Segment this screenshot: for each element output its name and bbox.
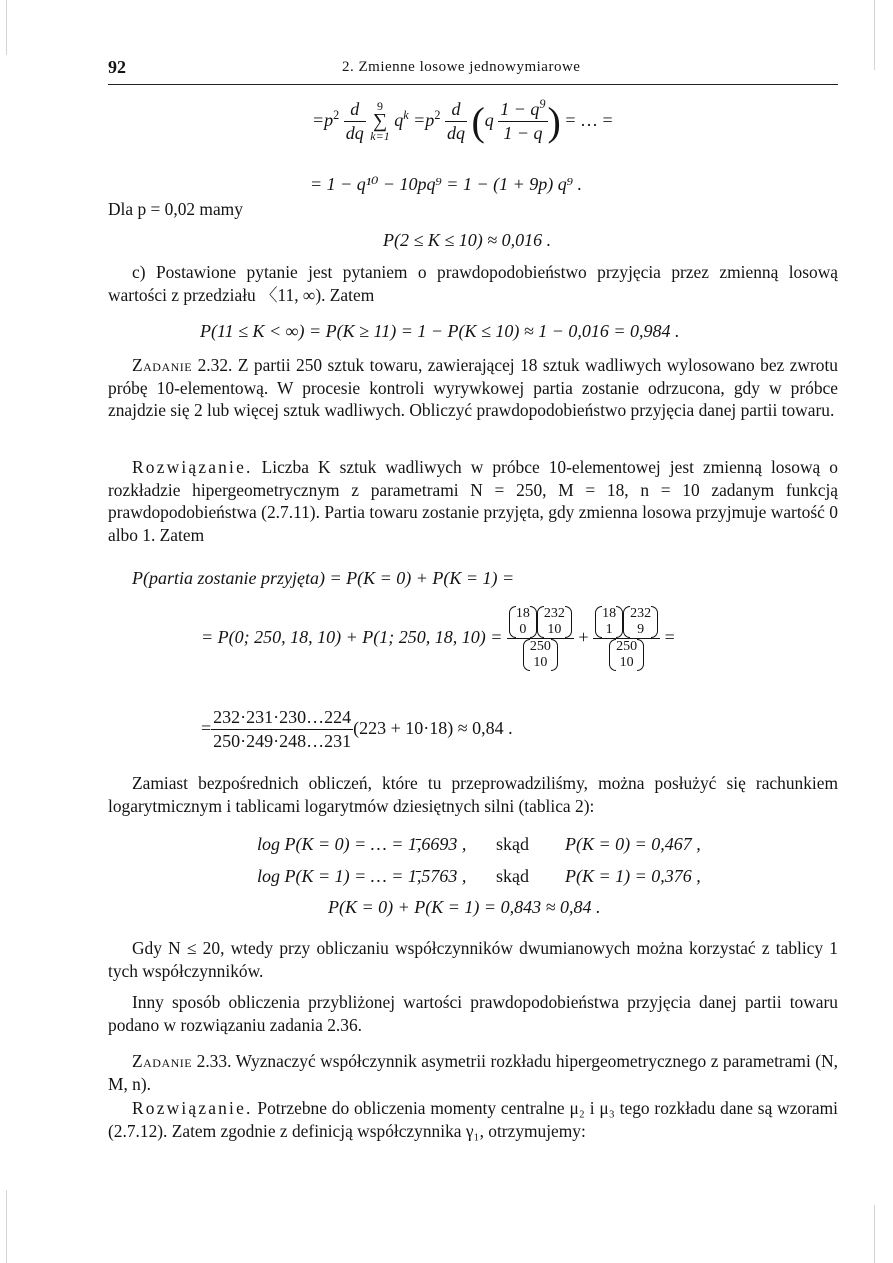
solution-text: Potrzebne do obliczenia momenty centralne μ₂ i μ₃ tego rozkładu dane są wzorami (2.7.12). Zatem zgodnie z definicją współczynnika γ₁, otrzymujemy: [108, 1098, 838, 1141]
solution-label: Rozwiązanie. [132, 457, 253, 477]
equation-product: = $\frac{232\cdot 231\cdot 230\dots 224}{250\cdot 249\cdot 248\dots 231}$ (223 + 10·18) ≈ 0,84 . [201, 706, 513, 754]
scan-edge-left [6, 1190, 7, 1263]
solution-2-33 [108, 1097, 838, 1142]
equation-hypergeometric: = P(0; 250, 18, 10) + P(1; 250, 18, 10) = 18 0 232 10 250 10 + 18 1 232 9 250 10 = [201, 606, 675, 671]
task-text: Z partii 250 sztuk towaru, zawierającej 18 sztuk wadliwych wylosowano bez zwrotu próbę 10-elementową. W procesie kontroli wyrywkowej partia zostanie odrzucona, gdy w próbce znajdzie się 2 lub więcej sztuk wadliwych. Obliczyć prawdopodobieństwo przyjęcia danej partii towaru. [108, 355, 839, 421]
running-head: 2. Zmienne losowe jednowymiarowe [342, 59, 581, 75]
task-text: Wyznaczyć współczynnik asymetrii rozkładu hipergeometrycznego z parametrami (N, M, n). [108, 1051, 838, 1094]
page-header [108, 56, 838, 85]
fraction-geometric: $\frac{1 - q^9}{1 - q}$ [498, 98, 547, 146]
log-row-1-mid: skąd [496, 866, 529, 886]
fraction-binomial-1: 18 0 232 10 250 10 [507, 606, 574, 671]
log-row-1-lhs: log P(K = 1) = … = 1̄,5763 , [257, 866, 467, 886]
fraction-d-dq: $\frac{d}{dq}$ [445, 98, 467, 146]
log-row-1-rhs: P(K = 1) = 0,376 , [565, 866, 701, 886]
paragraph-log: Zamiast bezpośrednich obliczeń, które tu przeprowadziliśmy, można posłużyć się rachunkiem logarytmicznym i tablicami logarytmów dziesiętnych silni (tablica 2): [108, 773, 838, 816]
fraction-product: $\frac{232\cdot 231\cdot 230\dots 224}{250\cdot 249\cdot 248\dots 231}$ [211, 706, 353, 754]
log-row-0-lhs: log P(K = 0) = … = 1̄,6693 , [257, 834, 467, 854]
equation-p-small: P(2 ≤ K ≤ 10) ≈ 0,016 . [383, 230, 552, 250]
scan-edge-right [874, 1205, 875, 1263]
equation-c: P(11 ≤ K < ∞) = P(K ≥ 11) = 1 − P(K ≤ 10) ≈ 1 − 0,016 = 0,984 . [200, 321, 680, 341]
paragraph-c: c) Postawione pytanie jest pytaniem o prawdopodobieństwo przyjęcia przez zmienną losową wartości z przedziału 〈11, ∞). Zatem [108, 262, 838, 305]
task-2-33 [108, 1050, 838, 1095]
log-row-0-mid: skąd [496, 834, 529, 854]
equation-derivative: $=p^2$ $\frac{d}{dq}$ 9 ∑ k=1 $q^k =p^2$ $\frac{d}{dq}$ (q $\frac{1 - q^9}{1 - q}$ ) = … = [312, 97, 613, 144]
solution-2-32 [108, 456, 838, 547]
log-row-0-rhs: P(K = 0) = 0,467 , [565, 834, 701, 854]
equation-closed-form: = 1 − q¹⁰ − 10pq⁹ = 1 − (1 + 9p) q⁹ . [310, 174, 582, 194]
paragraph-inny: Inny sposób obliczenia przybliżonej wartości prawdopodobieństwa przyjęcia danej partii towaru podano w rozwiązaniu zadania 2.36. [108, 992, 838, 1035]
solution-label: Rozwiązanie. [132, 1098, 253, 1118]
task-label: Zadanie [132, 355, 193, 375]
eq-lead: =p [312, 110, 334, 131]
scan-edge-left [6, 0, 7, 55]
task-2-32 [108, 354, 838, 422]
equation-sum: P(K = 0) + P(K = 1) = 0,843 ≈ 0,84 . [328, 897, 601, 917]
scan-edge-right [874, 0, 875, 70]
page-number: 92 [108, 57, 126, 77]
paragraph-dla: Dla p = 0,02 mamy [108, 199, 243, 219]
task-label: Zadanie [132, 1051, 193, 1071]
fraction-d-dq: $\frac{d}{dq}$ [344, 98, 366, 146]
task-number: 2.32. [197, 355, 233, 375]
sum-symbol: 9 ∑ k=1 [370, 99, 390, 144]
equation-partia: P(partia zostanie przyjęta) = P(K = 0) + P(K = 1) = [132, 568, 515, 588]
paragraph-n20: Gdy N ≤ 20, wtedy przy obliczaniu współczynników dwumianowych można korzystać z tablicy 1 tych współczynników. [108, 938, 838, 981]
solution-text: Liczba K sztuk wadliwych w próbce 10-elementowej jest zmienną losową o rozkładzie hipergeometrycznym z parametrami N = 250, M = 18, n = 10 zadanym funkcją prawdopodobieństwa (2.7.11). Partia towaru zostanie przyjęta, gdy zmienna losowa przyjmuje wartość 0 albo 1. Zatem [108, 457, 838, 545]
fraction-binomial-2: 18 1 232 9 250 10 [593, 606, 660, 671]
task-number: 2.33. [196, 1051, 232, 1071]
